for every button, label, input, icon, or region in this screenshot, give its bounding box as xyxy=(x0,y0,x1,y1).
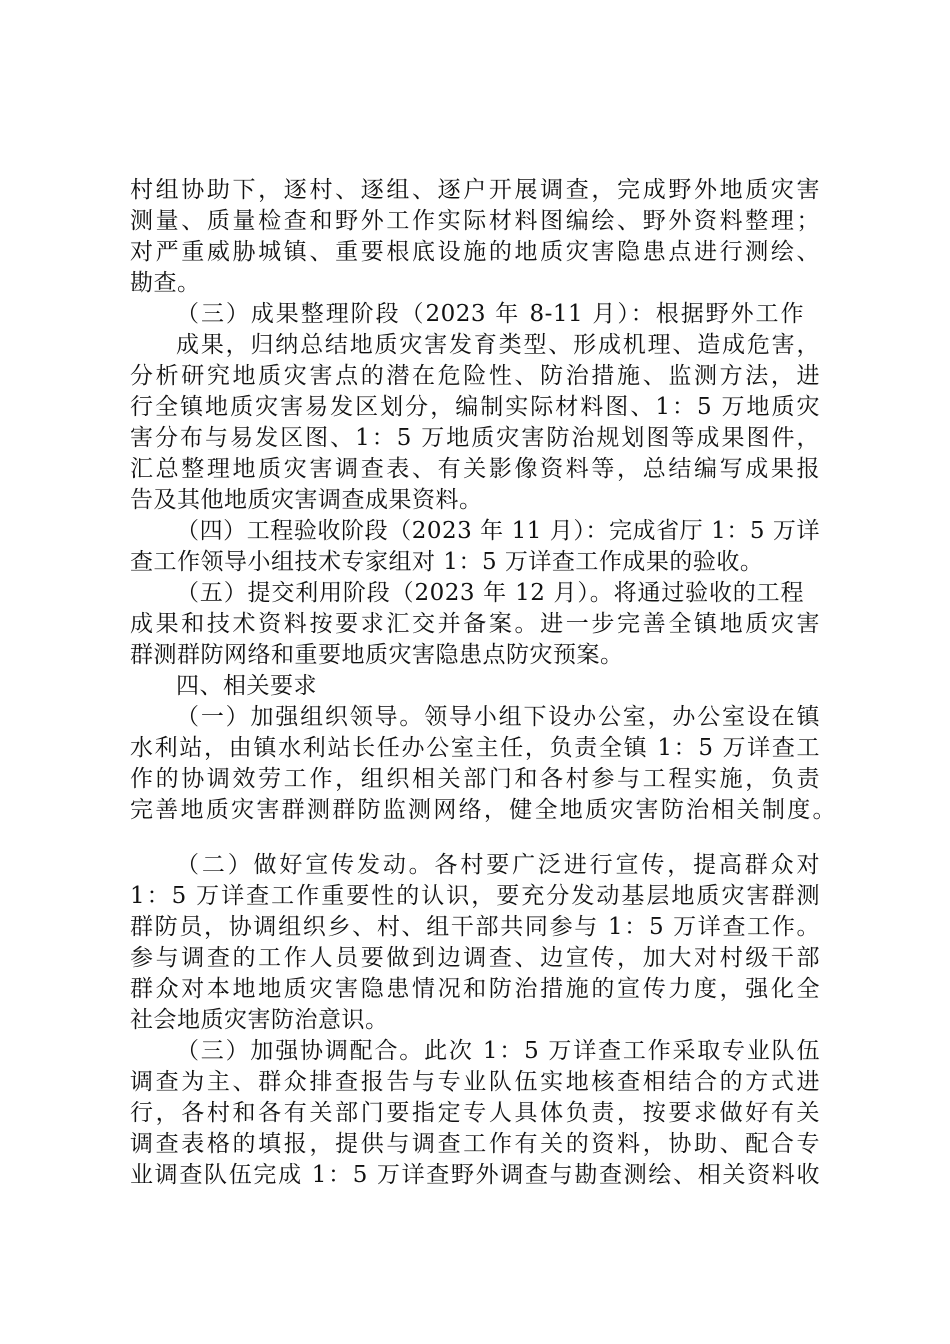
text-line: 参与调查的工作人员要做到边调查、边宣传，加大对村级干部 xyxy=(130,945,820,971)
text-line: 村组协助下，逐村、逐组、逐户开展调查，完成野外地质灾害 xyxy=(130,177,820,203)
text-line: 群测群防网络和重要地质灾害隐患点防灾预案。 xyxy=(130,642,624,668)
text-line: 告及其他地质灾害调查成果资料。 xyxy=(130,487,483,513)
section-heading: （三）加强协调配合。此次 1：5 万详查工作采取专业队伍 xyxy=(176,1038,820,1064)
text-line: 勘查。 xyxy=(130,270,201,296)
section-heading: （四）工程验收阶段（2023 年 11 月）：完成省厅 1：5 万详 xyxy=(176,518,820,544)
text-line: 作的协调效劳工作，组织相关部门和各村参与工程实施，负责 xyxy=(130,766,820,792)
text-line: 水利站，由镇水利站长任办公室主任，负责全镇 1：5 万详查工 xyxy=(130,735,820,761)
text-line: 成果，归纳总结地质灾害发育类型、形成机理、造成危害， xyxy=(176,332,820,358)
text-line: 成果和技术资料按要求汇交并备案。进一步完善全镇地质灾害 xyxy=(130,611,820,637)
text-line: 调查表格的填报，提供与调查工作有关的资料，协助、配合专 xyxy=(130,1131,820,1157)
text-line: 分析研究地质灾害点的潜在危险性、防治措施、监测方法，进 xyxy=(130,363,820,389)
text-line: 汇总整理地质灾害调查表、有关影像资料等，总结编写成果报 xyxy=(130,456,820,482)
text-line: 测量、质量检查和野外工作实际材料图编绘、野外资料整理； xyxy=(130,208,820,234)
chapter-heading: 四、相关要求 xyxy=(176,673,317,699)
text-line: 行，各村和各有关部门要指定专人具体负责，按要求做好有关 xyxy=(130,1100,820,1126)
section-heading: （三）成果整理阶段（2023 年 8-11 月）：根据野外工作 xyxy=(176,301,804,327)
text-line: 群防员，协调组织乡、村、组干部共同参与 1：5 万详查工作。 xyxy=(130,914,820,940)
section-heading: （一）加强组织领导。领导小组下设办公室，办公室设在镇 xyxy=(176,704,820,730)
text-line: 群众对本地地质灾害隐患情况和防治措施的宣传力度，强化全 xyxy=(130,976,820,1002)
section-heading: （五）提交利用阶段（2023 年 12 月）。将通过验收的工程 xyxy=(176,580,804,606)
text-line: 调查为主、群众排查报告与专业队伍实地核查相结合的方式进 xyxy=(130,1069,820,1095)
text-line: 查工作领导小组技术专家组对 1：5 万详查工作成果的验收。 xyxy=(130,549,764,575)
section-heading: （二）做好宣传发动。各村要广泛进行宣传，提高群众对 xyxy=(176,852,820,878)
text-line: 社会地质灾害防治意识。 xyxy=(130,1007,389,1033)
text-line: 对严重威胁城镇、重要根底设施的地质灾害隐患点进行测绘、 xyxy=(130,239,820,265)
text-line: 害分布与易发区图、1：5 万地质灾害防治规划图等成果图件， xyxy=(130,425,820,451)
text-line: 行全镇地质灾害易发区划分，编制实际材料图、1：5 万地质灾 xyxy=(130,394,820,420)
text-line: 1：5 万详查工作重要性的认识，要充分发动基层地质灾害群测 xyxy=(130,883,820,909)
text-line: 业调查队伍完成 1：5 万详查野外调查与勘查测绘、相关资料收 xyxy=(130,1162,820,1188)
text-line: 完善地质灾害群测群防监测网络，健全地质灾害防治相关制度。 xyxy=(130,797,836,823)
